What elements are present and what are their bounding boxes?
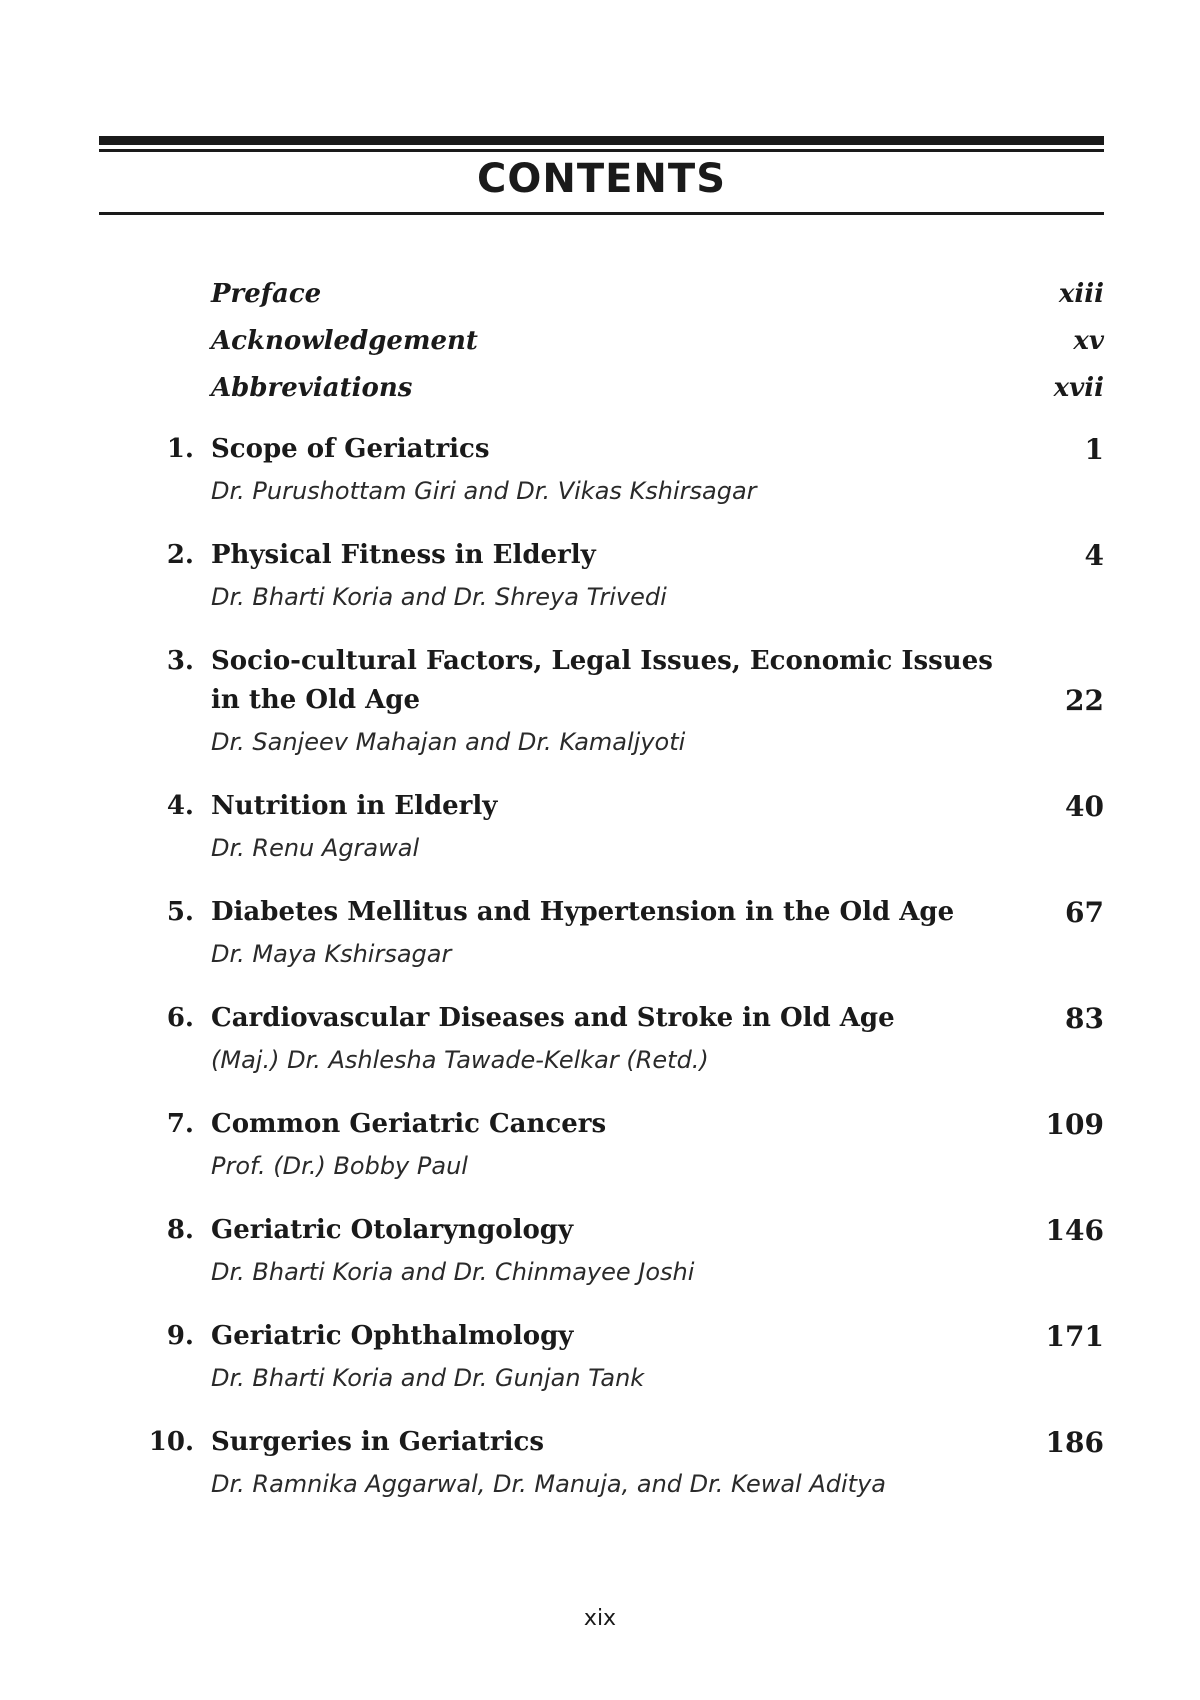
page-number: xix (583, 1606, 617, 1631)
chapter-authors: Dr. Bharti Koria and Dr. Gunjan Tank (211, 1364, 645, 1392)
front-matter-preface[interactable] (211, 274, 1104, 314)
chapter-page: 171 (1045, 1320, 1104, 1353)
chapter-number: 3. (166, 646, 194, 676)
chapter-authors: Prof. (Dr.) Bobby Paul (211, 1152, 468, 1180)
chapter-title: Diabetes Mellitus and Hypertension in the Old Age (211, 897, 955, 927)
chapter-page: 67 (1065, 896, 1104, 929)
front-matter-label: Acknowledgement (211, 326, 478, 356)
front-matter-page: xiii (1058, 279, 1104, 309)
chapter-authors: (Maj.) Dr. Ashlesha Tawade-Kelkar (Retd.) (211, 1046, 709, 1074)
front-matter-abbreviations[interactable] (211, 368, 1104, 408)
front-matter-page: xv (1073, 326, 1104, 356)
chapter-authors: Dr. Purushottam Giri and Dr. Vikas Kshirsagar (211, 477, 757, 505)
chapter-number: 8. (166, 1215, 194, 1245)
chapter-authors: Dr. Ramnika Aggarwal, Dr. Manuja, and Dr. Kewal Aditya (211, 1470, 886, 1498)
chapter-page: 109 (1045, 1108, 1104, 1141)
chapter-page: 22 (1065, 684, 1104, 717)
chapter-title: Surgeries in Geriatrics (211, 1427, 544, 1457)
chapter-page: 186 (1045, 1426, 1104, 1459)
title-underline-rule (99, 212, 1104, 215)
chapter-number: 9. (166, 1321, 194, 1351)
front-matter-label: Preface (211, 279, 322, 309)
chapter-title: Cardiovascular Diseases and Stroke in Old Age (211, 1003, 895, 1033)
front-matter-page: xvii (1053, 373, 1104, 403)
chapter-title: Scope of Geriatrics (211, 434, 490, 464)
chapter-title: Physical Fitness in Elderly (211, 540, 596, 570)
chapter-number: 4. (166, 791, 194, 821)
front-matter-acknowledgement[interactable] (211, 321, 1104, 361)
header-rule-thick (99, 136, 1104, 145)
chapter-title: Geriatric Otolaryngology (211, 1215, 574, 1245)
chapter-title: Geriatric Ophthalmology (211, 1321, 574, 1351)
chapter-number: 2. (166, 540, 194, 570)
chapter-number: 7. (166, 1109, 194, 1139)
chapter-number: 1. (166, 434, 194, 464)
chapter-authors: Dr. Renu Agrawal (211, 834, 420, 862)
chapter-page: 1 (1084, 433, 1104, 466)
chapter-authors: Dr. Maya Kshirsagar (211, 940, 452, 968)
page-title: CONTENTS (476, 156, 726, 202)
chapter-page: 83 (1065, 1002, 1104, 1035)
chapter-title: Socio-cultural Factors, Legal Issues, Economic Issues in the Old Age (211, 646, 993, 715)
chapter-authors: Dr. Bharti Koria and Dr. Shreya Trivedi (211, 583, 667, 611)
chapter-authors: Dr. Sanjeev Mahajan and Dr. Kamaljyoti (211, 728, 686, 756)
chapter-page: 146 (1045, 1214, 1104, 1247)
chapter-title: Common Geriatric Cancers (211, 1109, 607, 1139)
chapter-title: Nutrition in Elderly (211, 791, 498, 821)
front-matter-label: Abbreviations (211, 373, 413, 403)
chapter-authors: Dr. Bharti Koria and Dr. Chinmayee Joshi (211, 1258, 695, 1286)
chapter-number: 10. (148, 1427, 194, 1457)
chapter-number: 5. (166, 897, 194, 927)
chapter-page: 4 (1084, 539, 1104, 572)
chapter-page: 40 (1065, 790, 1104, 823)
chapter-number: 6. (166, 1003, 194, 1033)
